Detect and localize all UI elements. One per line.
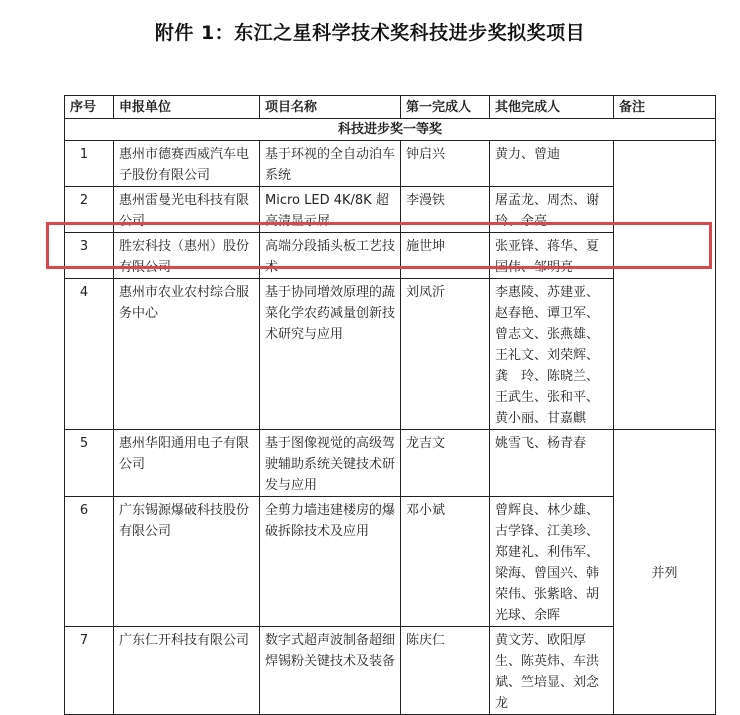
- section-title: 科技进步奖一等奖: [65, 119, 716, 141]
- header-remark: 备注: [614, 96, 716, 119]
- row-no: 4: [65, 279, 114, 430]
- row-no: 2: [65, 187, 114, 233]
- row-remark: 并列: [614, 430, 716, 715]
- row-remark: [614, 141, 716, 430]
- header-no: 序号: [65, 96, 114, 119]
- header-project: 项目名称: [260, 96, 401, 119]
- table-header-row: [65, 96, 716, 119]
- row-others: 李惠陵、苏建亚、赵春艳、谭卫军、曾志文、张燕雄、王礼文、刘荣辉、龚 玲、陈晓兰、王武生、张和平、黄小丽、甘嘉麒: [490, 279, 614, 430]
- row-no: 3: [65, 233, 114, 279]
- row-project: 基于协同增效原理的蔬菜化学农药减量创新技术研究与应用: [260, 279, 401, 430]
- table-row: [65, 430, 716, 497]
- row-others: 屠孟龙、周杰、谢玲、余亮: [490, 187, 614, 233]
- row-unit: 惠州雷曼光电科技有限公司: [114, 187, 260, 233]
- row-unit: 广东仁开科技有限公司: [114, 627, 260, 715]
- row-first: 邓小斌: [401, 497, 490, 627]
- row-no: 7: [65, 627, 114, 715]
- row-no: 1: [65, 141, 114, 187]
- row-unit: 惠州市农业农村综合服务中心: [114, 279, 260, 430]
- row-project: 基于环视的全自动泊车系统: [260, 141, 401, 187]
- header-first: 第一完成人: [401, 96, 490, 119]
- row-others: 曾辉良、林少雄、古学锋、江美珍、郑建礼、利伟军、梁海、曾国兴、韩荣伟、张紫晗、胡光球、余晖: [490, 497, 614, 627]
- award-table: [64, 95, 716, 715]
- row-unit: 惠州市德赛西威汽车电子股份有限公司: [114, 141, 260, 187]
- row-project: 高端分段插头板工艺技术: [260, 233, 401, 279]
- row-first: 陈庆仁: [401, 627, 490, 715]
- row-others: 黄文芳、欧阳厚生、陈英炜、车洪斌、竺培显、刘念龙: [490, 627, 614, 715]
- row-others: 黄力、曾迪: [490, 141, 614, 187]
- page-title: 附件 1：东江之星科学技术奖科技进步奖拟奖项目: [154, 22, 586, 44]
- row-unit: 广东锡源爆破科技股份有限公司: [114, 497, 260, 627]
- row-project: 全剪力墙违建楼房的爆破拆除技术及应用: [260, 497, 401, 627]
- row-project: 数字式超声波制备超细焊锡粉关键技术及装备: [260, 627, 401, 715]
- row-no: 5: [65, 430, 114, 497]
- section-row: [65, 119, 716, 141]
- row-first: 李漫铁: [401, 187, 490, 233]
- row-project: Micro LED 4K/8K 超高清显示屏: [260, 187, 401, 233]
- row-others: 姚雪飞、杨青春: [490, 430, 614, 497]
- row-first: 施世坤: [401, 233, 490, 279]
- row-unit: 胜宏科技（惠州）股份有限公司: [114, 233, 260, 279]
- row-first: 刘凤沂: [401, 279, 490, 430]
- row-unit: 惠州华阳通用电子有限公司: [114, 430, 260, 497]
- header-unit: 申报单位: [114, 96, 260, 119]
- header-others: 其他完成人: [490, 96, 614, 119]
- row-first: 钟启兴: [401, 141, 490, 187]
- table-row: [65, 141, 716, 187]
- row-project: 基于图像视觉的高级驾驶辅助系统关键技术研发与应用: [260, 430, 401, 497]
- row-others: 张亚锋、蒋华、夏国伟、邹明亮: [490, 233, 614, 279]
- row-no: 6: [65, 497, 114, 627]
- row-first: 龙吉文: [401, 430, 490, 497]
